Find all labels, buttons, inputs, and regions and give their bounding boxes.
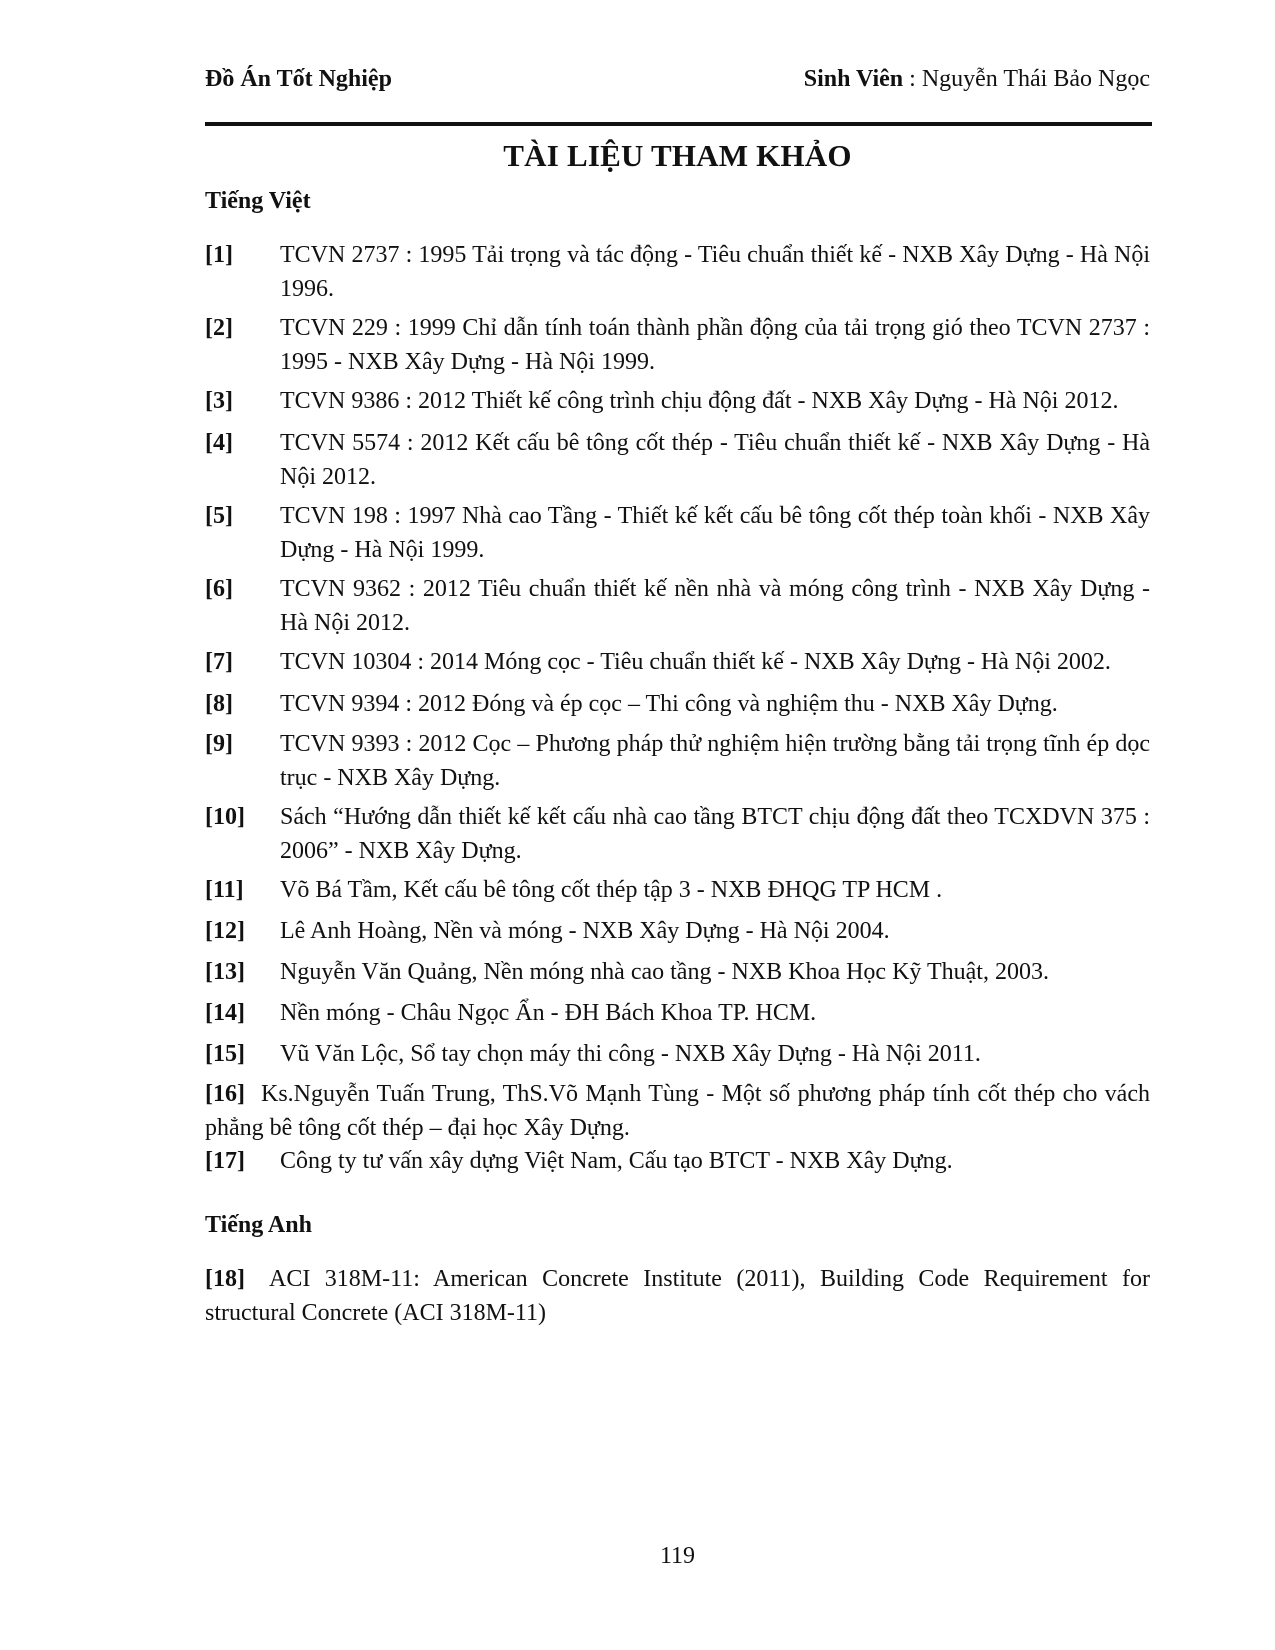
reference-number: [16] <box>205 1081 245 1107</box>
page-header <box>205 66 1150 102</box>
reference-number: [15] <box>205 1041 245 1067</box>
reference-text: Nền móng - Châu Ngọc Ẩn - ĐH Bách Khoa TP. HCM. <box>280 1000 817 1026</box>
reference-item <box>205 996 1150 1030</box>
header-separator: : <box>903 66 922 92</box>
reference-item <box>205 572 1150 640</box>
reference-item <box>205 873 1150 907</box>
reference-item <box>205 384 1150 418</box>
section-heading-english: Tiếng Anh <box>205 1212 312 1238</box>
reference-text: Sách “Hướng dẫn thiết kế kết cấu nhà cao tầng BTCT chịu động đất theo TCXDVN 375 : 2006” - NXB Xây Dựng. <box>280 804 1150 864</box>
reference-text: TCVN 9393 : 2012 Cọc – Phương pháp thử nghiệm hiện trường bằng tải trọng tĩnh ép dọc trục - NXB Xây Dựng. <box>280 731 1150 791</box>
reference-item <box>205 499 1150 567</box>
header-student-name: Nguyễn Thái Bảo Ngọc <box>921 66 1150 92</box>
reference-text: Ks.Nguyễn Tuấn Trung, ThS.Võ Mạnh Tùng - Một số phương pháp tính cốt thép cho vách phẳng bê tông cốt thép – đại học Xây Dựng. <box>205 1081 1150 1141</box>
reference-item <box>205 687 1150 721</box>
reference-number: [7] <box>205 649 233 675</box>
section-heading-vietnamese: Tiếng Việt <box>205 188 311 214</box>
reference-text: Nguyễn Văn Quảng, Nền móng nhà cao tầng - NXB Khoa Học Kỹ Thuật, 2003. <box>280 959 1049 985</box>
reference-text: Công ty tư vấn xây dựng Việt Nam, Cấu tạo BTCT - NXB Xây Dựng. <box>280 1148 953 1174</box>
reference-number: [14] <box>205 1000 245 1026</box>
reference-text: TCVN 10304 : 2014 Móng cọc - Tiêu chuẩn thiết kế - NXB Xây Dựng - Hà Nội 2002. <box>280 649 1111 675</box>
header-thesis-title: Đồ Án Tốt Nghiệp <box>205 66 392 92</box>
reference-item <box>205 955 1150 989</box>
reference-text: TCVN 198 : 1997 Nhà cao Tầng - Thiết kế kết cấu bê tông cốt thép toàn khối - NXB Xây Dựng - Hà Nội 1999. <box>280 503 1150 563</box>
reference-text: TCVN 5574 : 2012 Kết cấu bê tông cốt thép - Tiêu chuẩn thiết kế - NXB Xây Dựng - Hà Nội 2012. <box>280 430 1150 490</box>
reference-text: ACI 318M-11: American Concrete Institute (2011), Building Code Requirement for structural Concrete (ACI 318M-11) <box>205 1266 1150 1326</box>
reference-number: [1] <box>205 242 233 268</box>
reference-number: [4] <box>205 430 233 456</box>
header-student-label: Sinh Viên <box>803 66 904 92</box>
reference-text: TCVN 9362 : 2012 Tiêu chuẩn thiết kế nền nhà và móng công trình - NXB Xây Dựng - Hà Nội 2012. <box>280 576 1150 636</box>
page-number: 119 <box>659 1543 696 1569</box>
reference-item <box>205 645 1150 679</box>
reference-number: [6] <box>205 576 233 602</box>
reference-text: Vũ Văn Lộc, Sổ tay chọn máy thi công - NXB Xây Dựng - Hà Nội 2011. <box>280 1041 981 1067</box>
reference-text-block <box>205 1077 1150 1145</box>
reference-item <box>205 1037 1150 1071</box>
reference-number: [12] <box>205 918 245 944</box>
reference-number: [17] <box>205 1148 245 1174</box>
reference-number: [8] <box>205 691 233 717</box>
reference-item <box>205 426 1150 494</box>
reference-number: [3] <box>205 388 233 414</box>
reference-number: [10] <box>205 804 245 830</box>
reference-text: TCVN 2737 : 1995 Tải trọng và tác động - Tiêu chuẩn thiết kế - NXB Xây Dựng - Hà Nội 1996. <box>280 242 1150 302</box>
reference-number: [11] <box>205 877 244 903</box>
header-rule <box>205 122 1152 126</box>
reference-number: [18] <box>205 1266 245 1292</box>
reference-item <box>205 800 1150 868</box>
reference-text-block <box>205 1262 1150 1330</box>
reference-number: [9] <box>205 731 233 757</box>
reference-number: [2] <box>205 315 233 341</box>
reference-item <box>205 914 1150 948</box>
reference-number: [13] <box>205 959 245 985</box>
reference-text: Lê Anh Hoàng, Nền và móng - NXB Xây Dựng - Hà Nội 2004. <box>280 918 890 944</box>
reference-item <box>205 1262 1150 1330</box>
header-student <box>804 66 1150 93</box>
reference-number: [5] <box>205 503 233 529</box>
reference-text: Võ Bá Tầm, Kết cấu bê tông cốt thép tập 3 - NXB ĐHQG TP HCM . <box>280 877 943 903</box>
reference-item <box>205 727 1150 795</box>
reference-item <box>205 1144 1150 1178</box>
reference-text: TCVN 9394 : 2012 Đóng và ép cọc – Thi công và nghiệm thu - NXB Xây Dựng. <box>280 691 1058 717</box>
reference-text: TCVN 229 : 1999 Chỉ dẫn tính toán thành phần động của tải trọng gió theo TCVN 2737 : 1995 - NXB Xây Dựng - Hà Nội 1999. <box>280 315 1150 375</box>
reference-item <box>205 311 1150 379</box>
page-title: TÀI LIỆU THAM KHẢO <box>503 138 852 173</box>
reference-text: TCVN 9386 : 2012 Thiết kế công trình chịu động đất - NXB Xây Dựng - Hà Nội 2012. <box>280 388 1119 414</box>
reference-item <box>205 238 1150 306</box>
reference-item <box>205 1077 1150 1145</box>
